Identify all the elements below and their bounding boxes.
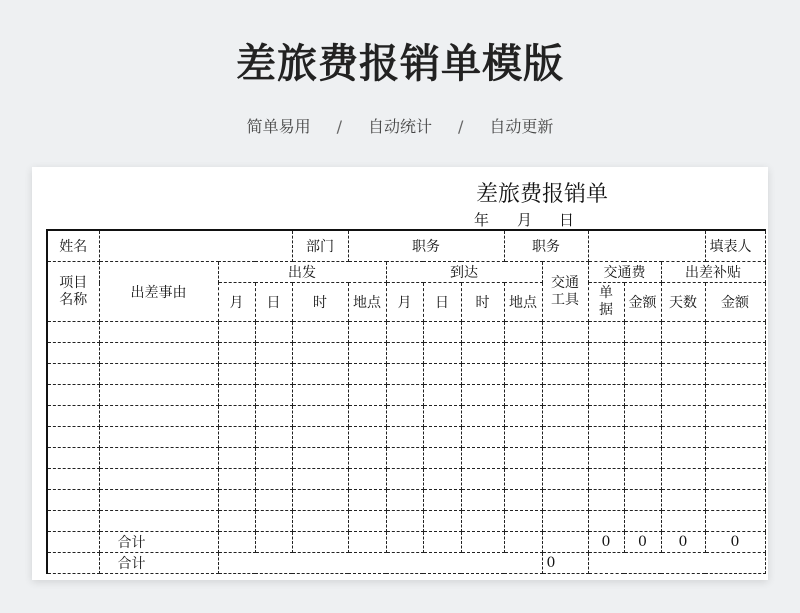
arrive-month-header: 月	[386, 283, 423, 322]
allowance-amount-header: 金额	[705, 283, 765, 322]
tag-auto-stat: 自动统计	[367, 117, 432, 136]
table-row	[47, 427, 765, 448]
table-row	[47, 385, 765, 406]
tagline	[0, 114, 800, 137]
purpose-header: 出差事由	[99, 262, 218, 322]
total-label: 合计	[99, 553, 218, 574]
date-month-label: 月	[517, 211, 533, 229]
subtotal-receipts: 0	[588, 532, 624, 553]
subtotal-amount: 0	[624, 532, 661, 553]
position-field[interactable]	[588, 230, 705, 262]
table-row	[47, 511, 765, 532]
depart-hour-header: 时	[292, 283, 348, 322]
tag-easy: 简单易用	[246, 117, 311, 136]
name-field[interactable]	[99, 230, 292, 262]
item-name-header: 项目名称	[59, 274, 88, 308]
date-day-label: 日	[559, 211, 575, 229]
header-row-1	[47, 262, 765, 283]
info-row	[47, 230, 765, 262]
position-label-2: 职务	[504, 230, 588, 262]
depart-header: 出发	[218, 262, 386, 283]
depart-day-header: 日	[255, 283, 292, 322]
table-row	[47, 406, 765, 427]
position-label: 职务	[348, 230, 504, 262]
total-value: 0	[542, 553, 588, 574]
date-year-label: 年	[474, 211, 490, 229]
arrive-day-header: 日	[423, 283, 461, 322]
depart-place-header: 地点	[348, 283, 386, 322]
days-header: 天数	[661, 283, 705, 322]
arrive-header: 到达	[386, 262, 542, 283]
table-row	[47, 364, 765, 385]
expense-form-table	[46, 229, 766, 574]
subtotal-label: 合计	[99, 532, 218, 553]
table-row	[47, 322, 765, 343]
allowance-header: 出差补贴	[661, 262, 765, 283]
tag-separator: /	[458, 117, 464, 136]
subtotal-days: 0	[661, 532, 705, 553]
total-row	[47, 553, 765, 574]
transport-tool-header: 交通工具	[551, 274, 579, 308]
arrive-hour-header: 时	[461, 283, 504, 322]
table-row	[47, 490, 765, 511]
arrive-place-header: 地点	[504, 283, 542, 322]
amount-header: 金额	[624, 283, 661, 322]
dept-label: 部门	[292, 230, 348, 262]
subtotal-allowance-amount: 0	[705, 532, 765, 553]
table-row	[47, 448, 765, 469]
name-label: 姓名	[47, 230, 99, 262]
fill-label: 填表人	[705, 230, 765, 262]
page-title: 差旅费报销单模版	[236, 41, 564, 87]
transport-fee-header: 交通费	[588, 262, 661, 283]
depart-month-header: 月	[218, 283, 255, 322]
sheet-title: 差旅费报销单	[475, 182, 608, 207]
table-row	[47, 343, 765, 364]
table-row	[47, 469, 765, 490]
spreadsheet-preview	[32, 167, 768, 580]
subtotal-row	[47, 532, 765, 553]
tag-auto-update: 自动更新	[489, 117, 554, 136]
tag-separator: /	[336, 117, 342, 136]
receipts-header: 单据	[599, 285, 613, 318]
